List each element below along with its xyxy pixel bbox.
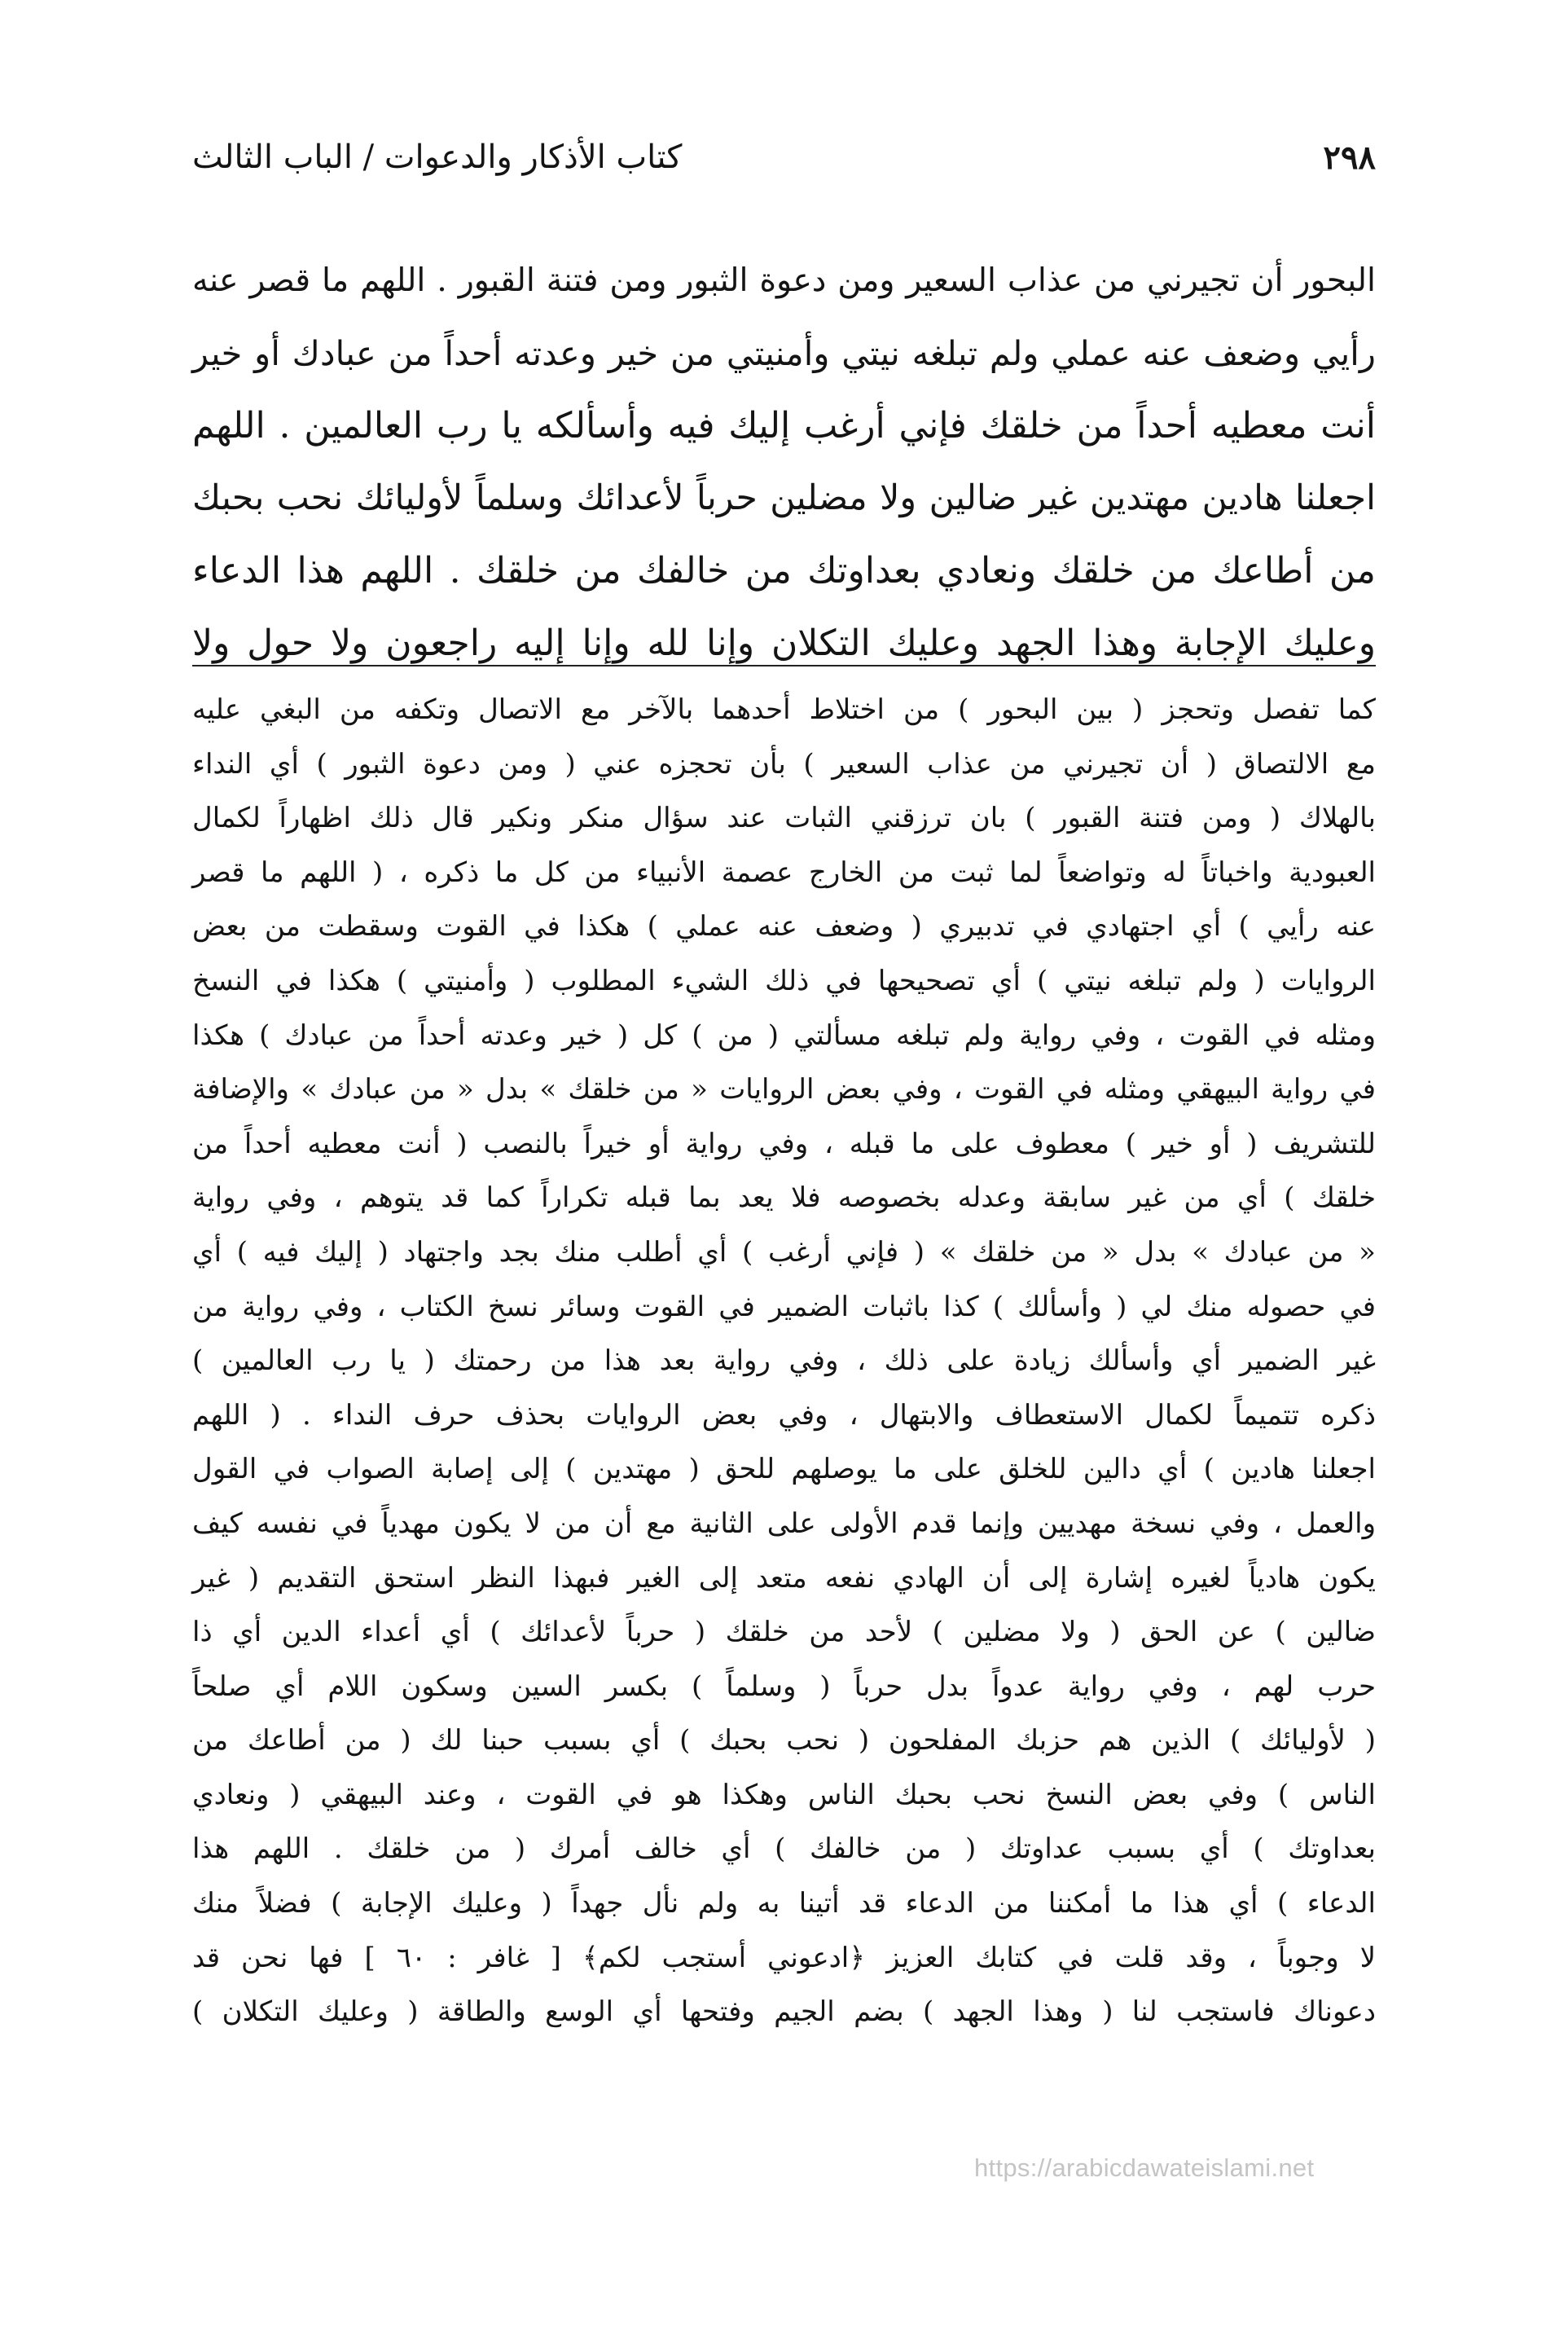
commentary-line: ومثله في القوت ، وفي رواية ولم تبلغه مسألتي ( من ) كل ( خير وعدته أحداً من عبادك ) هكذا (192, 1018, 1376, 1052)
commentary-line: ذكره تتميماً لكمال الاستعطاف والابتهال ، وفي بعض الروايات بحذف حرف النداء . ( اللهم (192, 1398, 1376, 1432)
commentary-line: والعمل ، وفي نسخة مهديين وإنما قدم الأولى على الثانية مع أن من لا يكون مهدياً في نفسه كيف (192, 1507, 1376, 1540)
commentary-line: العبودية واخباتاً له وتواضعاً لما ثبت من الخارج عصمة الأنبياء من كل ما ذكره ، ( اللهم ما قصر (192, 856, 1376, 889)
commentary-line: ضالين ) عن الحق ( ولا مضلين ) لأحد من خلقك ( حرباً لأعدائك ) أي أعداء الدين أي ذا (192, 1616, 1376, 1649)
main-text-line: البحور أن تجيرني من عذاب السعير ومن دعوة الثبور ومن فتنة القبور . اللهم ما قصر عنه (192, 262, 1376, 299)
commentary-line: حرب لهم ، وفي رواية عدواً بدل حرباً ( وسلماً ) بكسر السين وسكون اللام أي صلحاً (192, 1669, 1376, 1703)
commentary-line: اجعلنا هادين ) أي دالين للخلق على ما يوصلهم للحق ( مهتدين ) إلى إصابة الصواب في القول (192, 1453, 1376, 1486)
commentary-line: لا وجوباً ، وقد قلت في كتابك العزيز ﴿ادعوني أستجب لكم﴾ [ غافر : ٦٠ ] فها نحن قد (192, 1941, 1377, 1974)
page-header (192, 139, 1376, 187)
commentary-line: « من عبادك » بدل « من خلقك » ( فإني أرغب ) أي أطلب منك بجد واجتهاد ( إليك فيه ) أي (192, 1235, 1376, 1269)
main-text-block (192, 244, 1376, 680)
commentary-line: دعوناك فاستجب لنا ( وهذا الجهد ) بضم الجيم وفتحها أي الوسع والطاقة ( وعليك التكلان ) (192, 1995, 1376, 2029)
page-number: ٢٩٨ (1323, 139, 1376, 177)
commentary-line: الدعاء ) أي هذا ما أمكننا من الدعاء قد أتينا به ولم نأل جهداً ( وعليك الإجابة ) فضلاً منك (192, 1887, 1376, 1920)
main-text-line: اجعلنا هادين مهتدين غير ضالين ولا مضلين حرباً لأعدائك وسلماً لأوليائك نحب بحبك (192, 477, 1376, 518)
section-divider (192, 665, 1376, 666)
commentary-line: يكون هادياً لغيره إشارة إلى أن الهادي نفعه متعد إلى الغير فبهذا النظر استحق التقديم ( غير (192, 1561, 1376, 1595)
commentary-line: عنه رأيي ) أي اجتهادي في تدبيري ( وضعف عنه عملي ) هكذا في القوت وسقطت من بعض (192, 910, 1376, 944)
commentary-line: بالهلاك ( ومن فتنة القبور ) بان ترزقني الثبات عند سؤال منكر ونكير قال ذلك اظهاراً لكمال (192, 802, 1376, 835)
commentary-line: الروايات ( ولم تبلغه نيتي ) أي تصحيحها في ذلك الشيء المطلوب ( وأمنيتي ) هكذا في النسخ (192, 964, 1376, 997)
commentary-line: في حصوله منك لي ( وأسألك ) كذا باثبات الضمير في القوت وسائر نسخ الكتاب ، وفي رواية من (192, 1290, 1376, 1323)
commentary-line: بعداوتك ) أي بسبب عداوتك ( من خالفك ) أي خالف أمرك ( من خلقك . اللهم هذا (192, 1832, 1376, 1866)
commentary-line: كما تفصل وتحجز ( بين البحور ) من اختلاط أحدهما بالآخر مع الاتصال وتكفه من البغي عليه (192, 693, 1376, 726)
main-text-line: من أطاعك من خلقك ونعادي بعداوتك من خالفك من خلقك . اللهم هذا الدعاء (192, 550, 1376, 592)
watermark-url: https://arabicdawateislami.net (974, 2153, 1315, 2182)
main-text-line: وعليك الإجابة وهذا الجهد وعليك التكلان وإنا لله وإنا إليه راجعون ولا حول ولا (192, 622, 1376, 664)
main-text-line: رأيي وضعف عنه عملي ولم تبلغه نيتي وأمنيتي من خير وعدته أحداً من عبادك أو خير (192, 333, 1376, 373)
commentary-line: خلقك ) أي من غير سابقة وعدله بخصوصه فلا يعد بما قبله تكراراً كما قد يتوهم ، وفي رواية (192, 1181, 1376, 1215)
commentary-line: ( لأوليائك ) الذين هم حزبك المفلحون ( نحب بحبك ) أي بسبب حبنا لك ( من أطاعك من (192, 1724, 1376, 1757)
commentary-line: للتشريف ( أو خير ) معطوف على ما قبله ، وفي رواية أو خيراً بالنصب ( أنت معطيه أحداً من (192, 1127, 1376, 1160)
running-title: كتاب الأذكار والدعوات / الباب الثالث (192, 139, 683, 176)
commentary-line: في رواية البيهقي ومثله في القوت ، وفي بعض الروايات « من خلقك » بدل « من عبادك » والإضافة (192, 1073, 1376, 1106)
commentary-line: غير الضمير أي وأسألك زيادة على ذلك ، وفي رواية بعد هذا من رحمتك ( يا رب العالمين ) (192, 1344, 1376, 1378)
commentary-line: الناس ) وفي بعض النسخ نحب بحبك الناس وهكذا هو في القوت ، وعند البيهقي ( ونعادي (192, 1778, 1376, 1811)
commentary-block (192, 683, 1376, 2039)
main-text-line: أنت معطيه أحداً من خلقك فإني أرغب إليك فيه وأسألكه يا رب العالمين . اللهم (192, 405, 1376, 446)
commentary-line: مع الالتصاق ( أن تجيرني من عذاب السعير ) بأن تحجزه عني ( ومن دعوة الثبور ) أي النداء (192, 747, 1376, 781)
